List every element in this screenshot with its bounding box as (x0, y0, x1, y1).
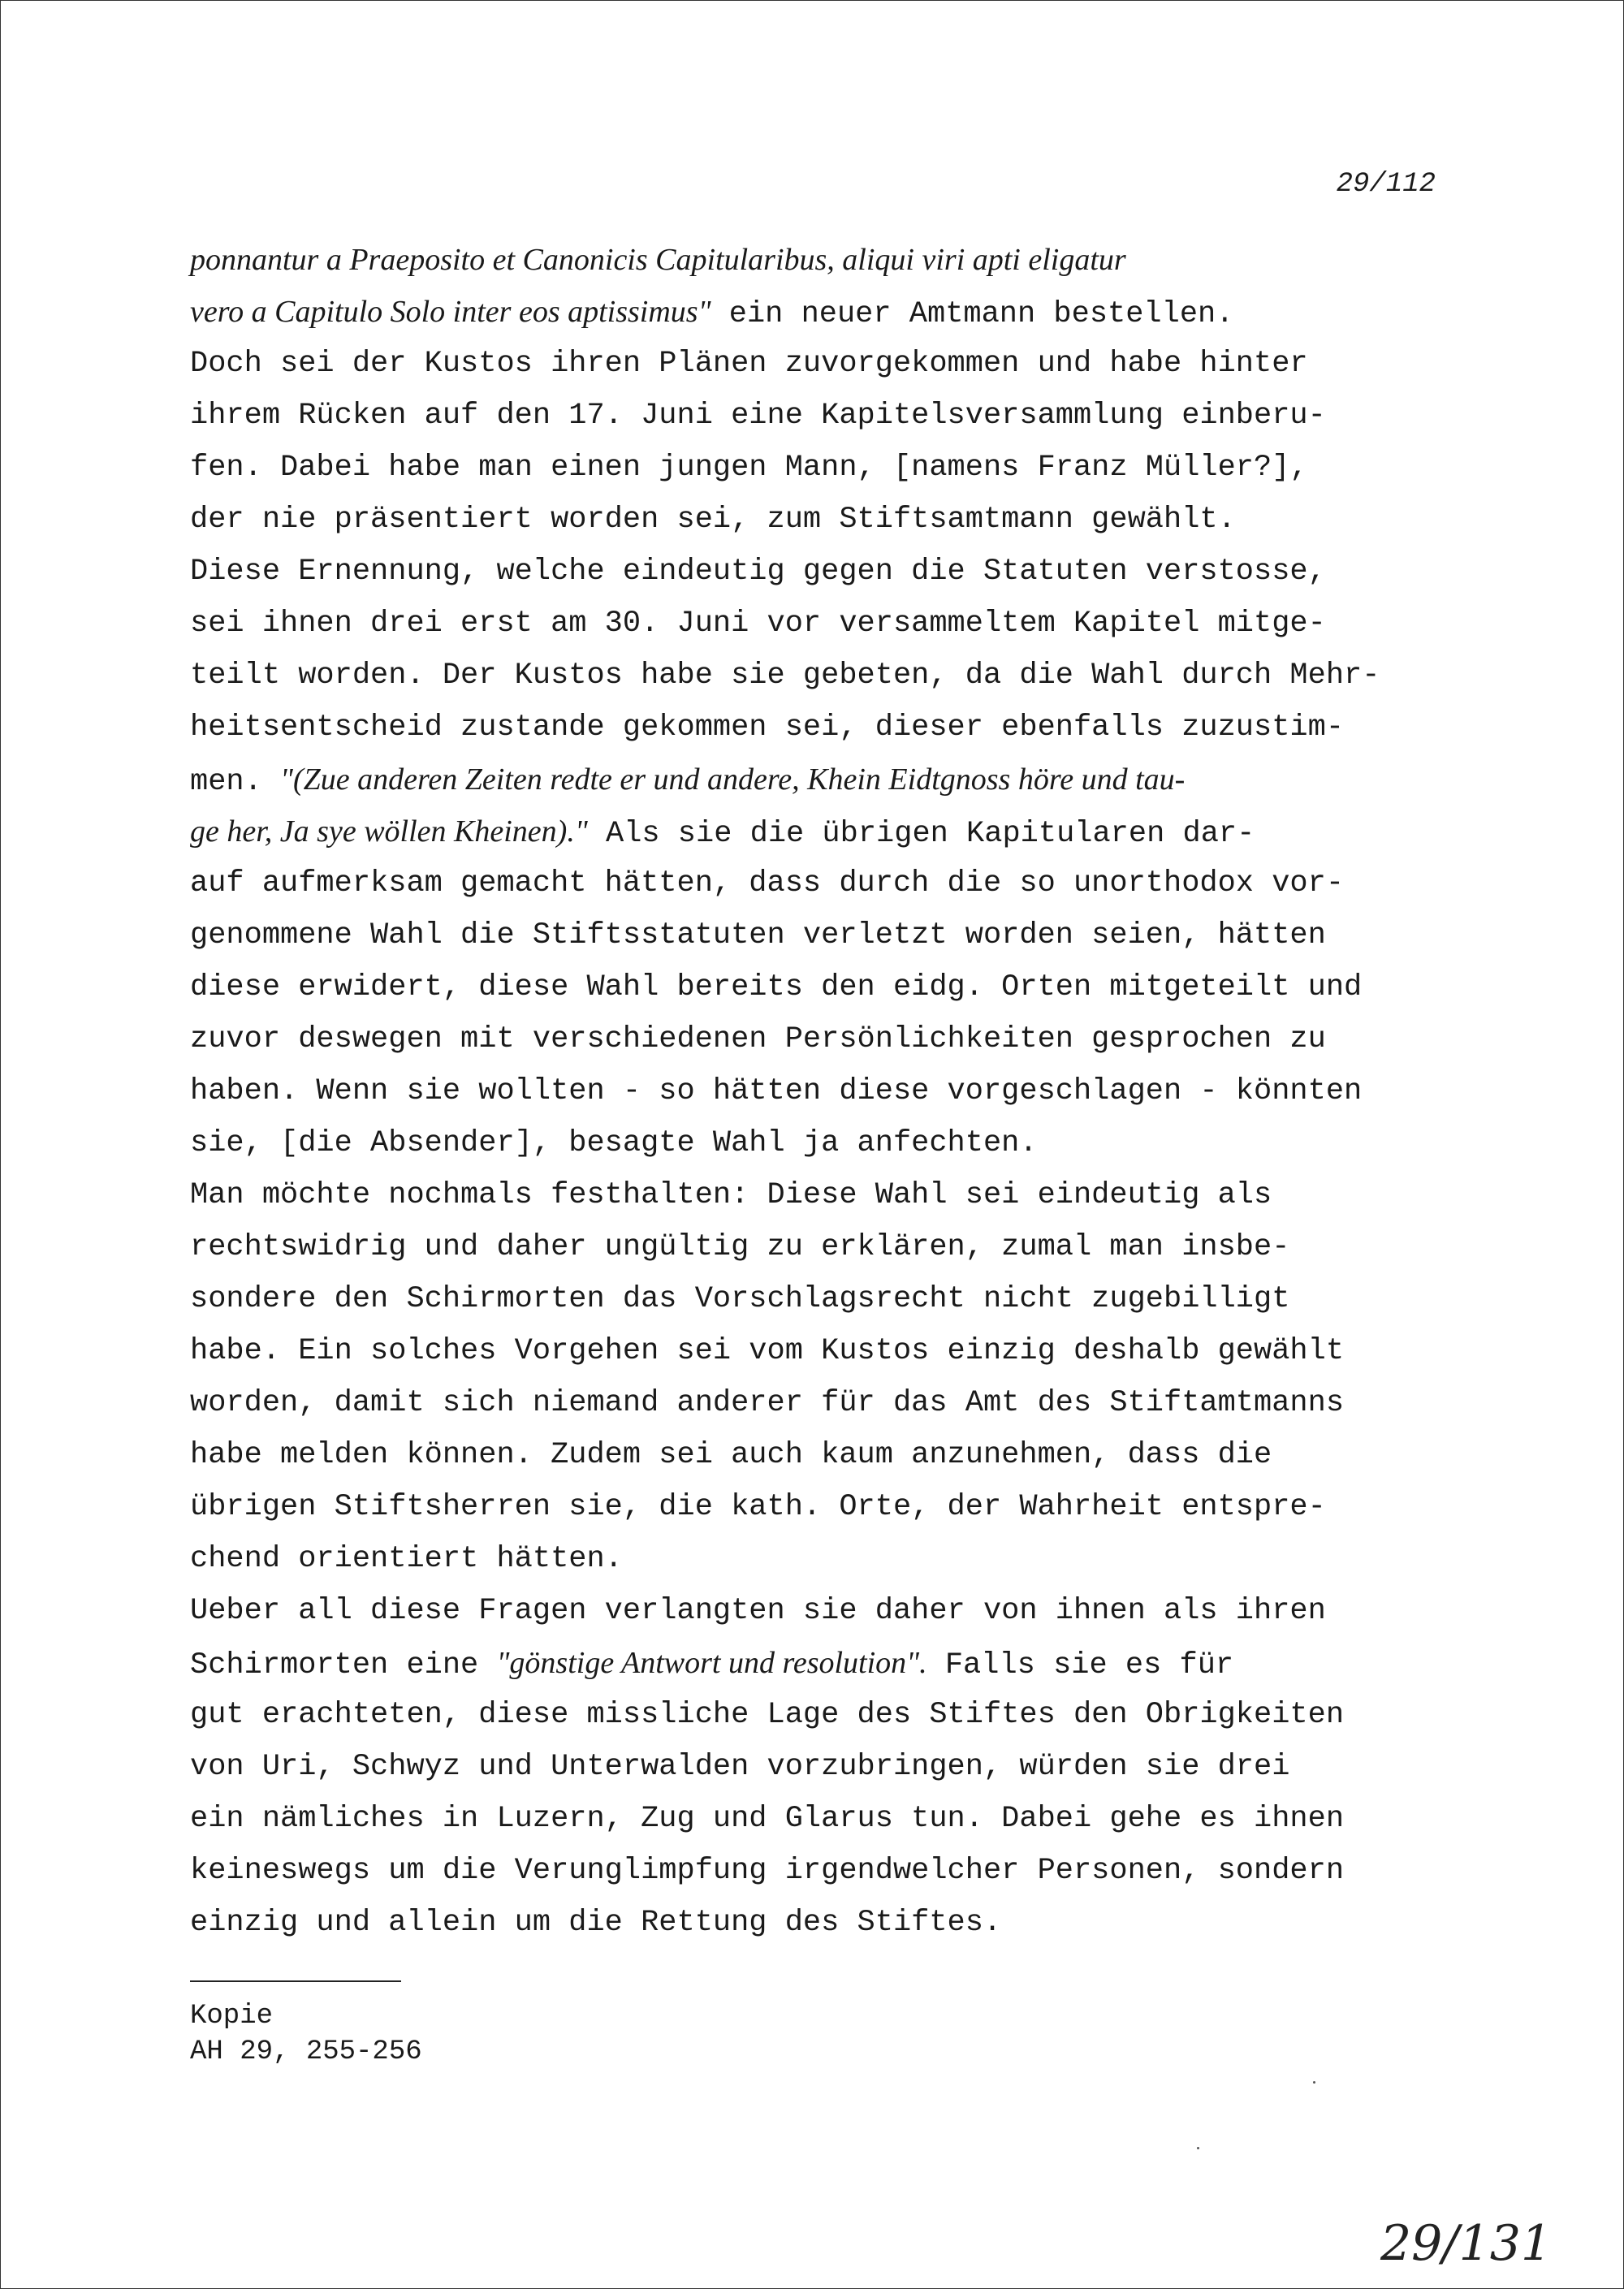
footnote (190, 1998, 422, 2070)
italic-quote: "gönstige Antwort und resolution". (496, 1646, 927, 1680)
text-segment: ein neuer Amtmann bestellen. (710, 297, 1234, 331)
page-number: 29/112 (1336, 169, 1436, 200)
italic-quote: vero a Capitulo Solo inter eos aptissimus" (190, 295, 711, 329)
text-line (190, 650, 1522, 702)
italic-quote: "(Zue anderen Zeiten redte er und andere, Khein Eidtgnoss höre und tau- (280, 762, 1186, 797)
text-segment: men. (190, 765, 281, 799)
text-segment: Ueber all diese Fragen verlangten sie daher von ihnen als ihren (190, 1594, 1326, 1628)
text-segment: Man möchte nochmals festhalten: Diese Wahl sei eindeutig als (190, 1178, 1272, 1212)
text-segment: sei ihnen drei erst am 30. Juni vor versammeltem Kapitel mitge- (190, 607, 1326, 641)
text-segment: Doch sei der Kustos ihren Plänen zuvorgekommen und habe hinter (190, 347, 1308, 381)
handwritten-archive-number: 29/131 (1380, 2215, 1553, 2272)
text-segment: genommene Wahl die Stiftsstatuten verletzt worden seien, hätten (190, 918, 1326, 952)
text-segment: von Uri, Schwyz und Unterwalden vorzubringen, würden sie drei (190, 1750, 1290, 1784)
text-line (190, 494, 1522, 546)
text-segment: sie, [die Absender], besagte Wahl ja anfechten. (190, 1126, 1038, 1160)
text-segment: Schirmorten eine (190, 1648, 497, 1682)
text-segment: heitsentscheid zustande gekommen sei, dieser ebenfalls zuzustim- (190, 710, 1345, 745)
text-line (190, 1689, 1522, 1741)
text-line (190, 442, 1522, 494)
text-line (190, 1065, 1522, 1117)
body-text (190, 234, 1522, 1949)
text-line (190, 1533, 1522, 1585)
text-segment: Diese Ernennung, welche eindeutig gegen die Statuten verstosse, (190, 555, 1326, 589)
text-line (190, 961, 1522, 1013)
text-line (190, 286, 1522, 338)
text-line (190, 1325, 1522, 1377)
text-line (190, 1585, 1522, 1637)
scan-speck (1197, 2147, 1199, 2149)
text-segment: ihrem Rücken auf den 17. Juni eine Kapitelsversammlung einberu- (190, 399, 1326, 433)
text-line (190, 754, 1522, 805)
text-segment: habe melden können. Zudem sei auch kaum anzunehmen, dass die (190, 1438, 1272, 1472)
text-segment: haben. Wenn sie wollten - so hätten diese vorgeschlagen - könnten (190, 1074, 1363, 1108)
scan-speck (1313, 2081, 1315, 2084)
text-segment: habe. Ein solches Vorgehen sei vom Kustos einzig deshalb gewählt (190, 1334, 1345, 1368)
text-segment: Falls sie es für (926, 1648, 1234, 1682)
text-line (190, 1793, 1522, 1845)
italic-quote: ge her, Ja sye wöllen Kheinen)." (190, 814, 588, 849)
italic-quote: ponnantur a Praeposito et Canonicis Capitularibus, aliqui viri apti eligatur (190, 243, 1126, 277)
text-line (190, 1273, 1522, 1325)
text-line (190, 338, 1522, 390)
text-line (190, 857, 1522, 909)
text-line (190, 1013, 1522, 1065)
text-line (190, 805, 1522, 857)
text-line (190, 1845, 1522, 1897)
text-segment: zuvor deswegen mit verschiedenen Persönlichkeiten gesprochen zu (190, 1022, 1326, 1056)
text-line (190, 702, 1522, 754)
text-segment: auf aufmerksam gemacht hätten, dass durch die so unorthodox vor- (190, 866, 1345, 900)
text-segment: ein nämliches in Luzern, Zug und Glarus tun. Dabei gehe es ihnen (190, 1802, 1345, 1836)
text-segment: Als sie die übrigen Kapitularen dar- (587, 817, 1255, 851)
text-segment: diese erwidert, diese Wahl bereits den eidg. Orten mitgeteilt und (190, 970, 1363, 1004)
text-line (190, 546, 1522, 598)
text-line (190, 234, 1522, 286)
text-line (190, 1481, 1522, 1533)
text-segment: der nie präsentiert worden sei, zum Stiftsamtmann gewählt. (190, 503, 1236, 537)
text-line (190, 1221, 1522, 1273)
text-line (190, 1897, 1522, 1949)
text-segment: einzig und allein um die Rettung des Stiftes. (190, 1906, 1002, 1940)
text-line (190, 1169, 1522, 1221)
text-line (190, 1637, 1522, 1689)
text-line (190, 909, 1522, 961)
text-segment: rechtswidrig und daher ungültig zu erklären, zumal man insbe- (190, 1230, 1290, 1264)
text-line (190, 390, 1522, 442)
text-line (190, 1377, 1522, 1429)
text-segment: gut erachteten, diese missliche Lage des Stiftes den Obrigkeiten (190, 1698, 1345, 1732)
footnote-separator (190, 1980, 401, 1982)
footnote-reference: AH 29, 255-256 (190, 2036, 422, 2067)
text-segment: übrigen Stiftsherren sie, die kath. Orte, der Wahrheit entspre- (190, 1490, 1326, 1524)
text-segment: sondere den Schirmorten das Vorschlagsrecht nicht zugebilligt (190, 1282, 1290, 1316)
text-line (190, 1429, 1522, 1481)
text-segment: fen. Dabei habe man einen jungen Mann, [namens Franz Müller?], (190, 451, 1308, 485)
footnote-kind: Kopie (190, 2001, 274, 2032)
text-line (190, 1117, 1522, 1169)
text-segment: keineswegs um die Verunglimpfung irgendwelcher Personen, sondern (190, 1854, 1345, 1888)
text-line (190, 598, 1522, 650)
text-segment: worden, damit sich niemand anderer für das Amt des Stiftamtmanns (190, 1386, 1345, 1420)
text-line (190, 1741, 1522, 1793)
text-segment: teilt worden. Der Kustos habe sie gebeten, da die Wahl durch Mehr- (190, 659, 1380, 693)
text-segment: chend orientiert hätten. (190, 1542, 623, 1576)
